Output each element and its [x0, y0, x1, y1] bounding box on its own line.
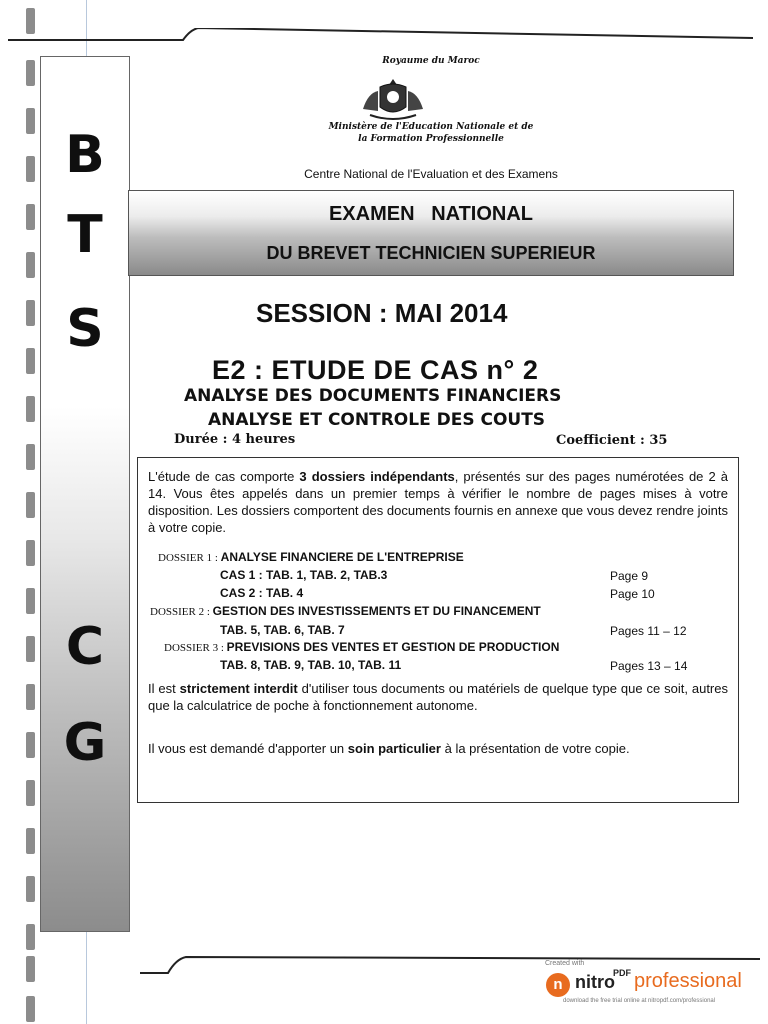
bts-cg-sidebar [40, 56, 130, 932]
binding-hole [26, 300, 35, 326]
dossier-page: Page 9 [610, 569, 649, 583]
binding-hole [26, 444, 35, 470]
intro-text: , présentés sur des pages numérotées de 2 à 14. Vous êtes appelés dans un premier temps à vérifier le nombre de pages mises à votre disposition. Les dossiers comportent des documents fournis en annexe que vous devez rendre joints à votre copie. [148, 469, 728, 535]
coefficient-label: Coefficient : 35 [556, 433, 668, 448]
watermark-small-text: download the free trial online at nitropdf.com/professional [563, 998, 716, 1004]
rule-paragraph [148, 680, 728, 714]
binding-hole [26, 588, 35, 614]
ministere-heading [128, 121, 734, 145]
banner-title: EXAMEN NATIONAL [328, 203, 534, 225]
intro-bold: 3 dossiers indépendants [299, 469, 455, 484]
binding-hole [26, 204, 35, 230]
dossier-page: Pages 13 – 14 [610, 659, 688, 673]
dossier-title: ANALYSE FINANCIERE DE L'ENTREPRISE [220, 550, 464, 564]
sidebar-letter: G [63, 713, 107, 773]
royaume-heading: Royaume du Maroc [382, 56, 480, 66]
sidebar-letter: S [66, 299, 104, 359]
binding-hole [26, 828, 35, 854]
nitro-logo-icon: n [546, 973, 570, 997]
binding-hole [26, 924, 35, 950]
dossier-item: CAS 1 : TAB. 1, TAB. 2, TAB.3 [220, 568, 388, 582]
binding-hole [26, 780, 35, 806]
binding-hole [26, 636, 35, 662]
sidebar-letter: C [65, 617, 105, 677]
dossier-label: DOSSIER 2 : [150, 606, 213, 618]
nitro-brand: nitro [575, 972, 615, 992]
binding-hole [26, 156, 35, 182]
nitro-edition: professional [634, 970, 742, 992]
subject-line: ANALYSE ET CONTROLE DES COUTS [208, 410, 546, 430]
care-bold: soin particulier [347, 741, 441, 756]
binding-hole [26, 60, 35, 86]
dossier-heading [164, 640, 559, 654]
binding-hole [26, 108, 35, 134]
instructions-box [137, 457, 739, 803]
exam-banner [128, 190, 734, 276]
binding-hole [26, 396, 35, 422]
dossier-label: DOSSIER 1 : [158, 552, 221, 564]
binding-hole [26, 684, 35, 710]
binding-hole [26, 348, 35, 374]
duration-label: Durée : 4 heures [174, 432, 296, 447]
coat-of-arms-emblem [358, 77, 428, 121]
dossier-title: PREVISIONS DES VENTES ET GESTION DE PRODUCTION [226, 640, 560, 654]
binding-hole [26, 876, 35, 902]
dossier-label: DOSSIER 3 : [164, 642, 227, 654]
care-paragraph [148, 740, 728, 757]
dossier-page: Pages 11 – 12 [610, 624, 687, 638]
dossier-page: Page 10 [610, 587, 655, 601]
dossier-item: TAB. 5, TAB. 6, TAB. 7 [220, 623, 345, 637]
subject-line: ANALYSE DES DOCUMENTS FINANCIERS [184, 386, 562, 406]
care-text: à la présentation de votre copie. [440, 741, 630, 756]
sidebar-letter: B [65, 125, 105, 185]
care-text: Il vous est demandé d'apporter un [148, 741, 348, 756]
ministere-line: la Formation Professionnelle [358, 134, 504, 144]
binding-hole [26, 8, 35, 34]
dossier-item: TAB. 8, TAB. 9, TAB. 10, TAB. 11 [220, 658, 402, 672]
rule-text: d'utiliser tous documents ou matériels de quelque type que ce soit, autres que la calculatrice de poche à fonctionnement autonome. [148, 681, 728, 713]
rule-text: Il est [148, 681, 180, 696]
exam-title: E2 : ETUDE DE CAS n° 2 [212, 355, 539, 385]
ministere-line: Ministère de l'Education Nationale et de [328, 122, 534, 132]
dossier-title: GESTION DES INVESTISSEMENTS ET DU FINANCEMENT [212, 604, 541, 618]
binding-hole [26, 956, 35, 982]
dossier-heading [150, 604, 541, 618]
nitro-pdf-label: PDF [613, 968, 631, 978]
binding-hole [26, 492, 35, 518]
banner-subtitle: DU BREVET TECHNICIEN SUPERIEUR [266, 243, 596, 263]
rule-bold: strictement interdit [179, 681, 298, 696]
centre-national-label: Centre National de l'Evaluation et des Examens [304, 167, 558, 181]
watermark-created-label: Created with [545, 960, 585, 967]
binding-hole [26, 996, 35, 1022]
sidebar-letter: T [67, 205, 103, 265]
binding-hole [26, 540, 35, 566]
binding-hole [26, 252, 35, 278]
dossier-heading [158, 550, 464, 564]
intro-paragraph [148, 468, 728, 536]
dossier-item: CAS 2 : TAB. 4 [220, 586, 304, 600]
intro-text: L'étude de cas comporte [148, 469, 300, 484]
binding-hole [26, 732, 35, 758]
session-heading: SESSION : MAI 2014 [256, 298, 508, 328]
